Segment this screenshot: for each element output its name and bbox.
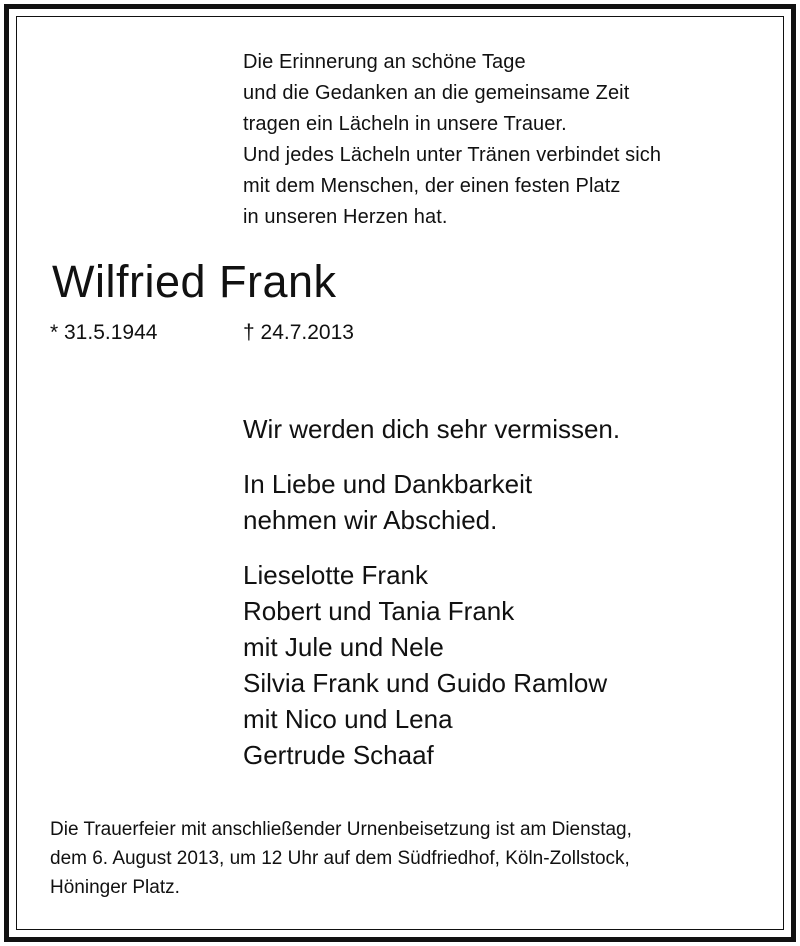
memorial-poem — [243, 47, 783, 233]
family-member: mit Jule und Nele — [243, 632, 444, 662]
poem-line: in unseren Herzen hat. — [243, 206, 448, 228]
poem-line: mit dem Menschen, der einen festen Platz — [243, 175, 621, 197]
poem-line: und die Gedanken an die gemeinsame Zeit — [243, 82, 630, 104]
family-member: mit Nico und Lena — [243, 704, 453, 734]
poem-line: Und jedes Lächeln unter Tränen verbindet sich — [243, 144, 662, 166]
ceremony-details — [50, 815, 770, 902]
ceremony-line: dem 6. August 2013, um 12 Uhr auf dem Südfriedhof, Köln-Zollstock, — [50, 848, 630, 869]
miss-line: Wir werden dich sehr vermissen. — [243, 414, 621, 444]
family-member: Lieselotte Frank — [243, 560, 428, 590]
deceased-name: Wilfried Frank — [52, 256, 337, 307]
miss-message — [243, 411, 620, 447]
ceremony-line: Die Trauerfeier mit anschließender Urnenbeisetzung ist am Dienstag, — [50, 819, 632, 840]
family-member: Robert und Tania Frank — [243, 596, 515, 626]
farewell-line: nehmen wir Abschied. — [243, 505, 498, 535]
death-date: † 24.7.2013 — [243, 321, 354, 344]
family-member: Silvia Frank und Guido Ramlow — [243, 668, 608, 698]
poem-line: tragen ein Lächeln in unsere Trauer. — [243, 113, 567, 135]
ceremony-line: Höninger Platz. — [50, 877, 180, 898]
birth-date: * 31.5.1944 — [50, 321, 158, 344]
poem-line: Die Erinnerung an schöne Tage — [243, 51, 526, 73]
farewell-message — [243, 466, 532, 538]
farewell-line: In Liebe und Dankbarkeit — [243, 469, 533, 499]
family-list — [243, 557, 607, 773]
family-member: Gertrude Schaaf — [243, 740, 434, 770]
